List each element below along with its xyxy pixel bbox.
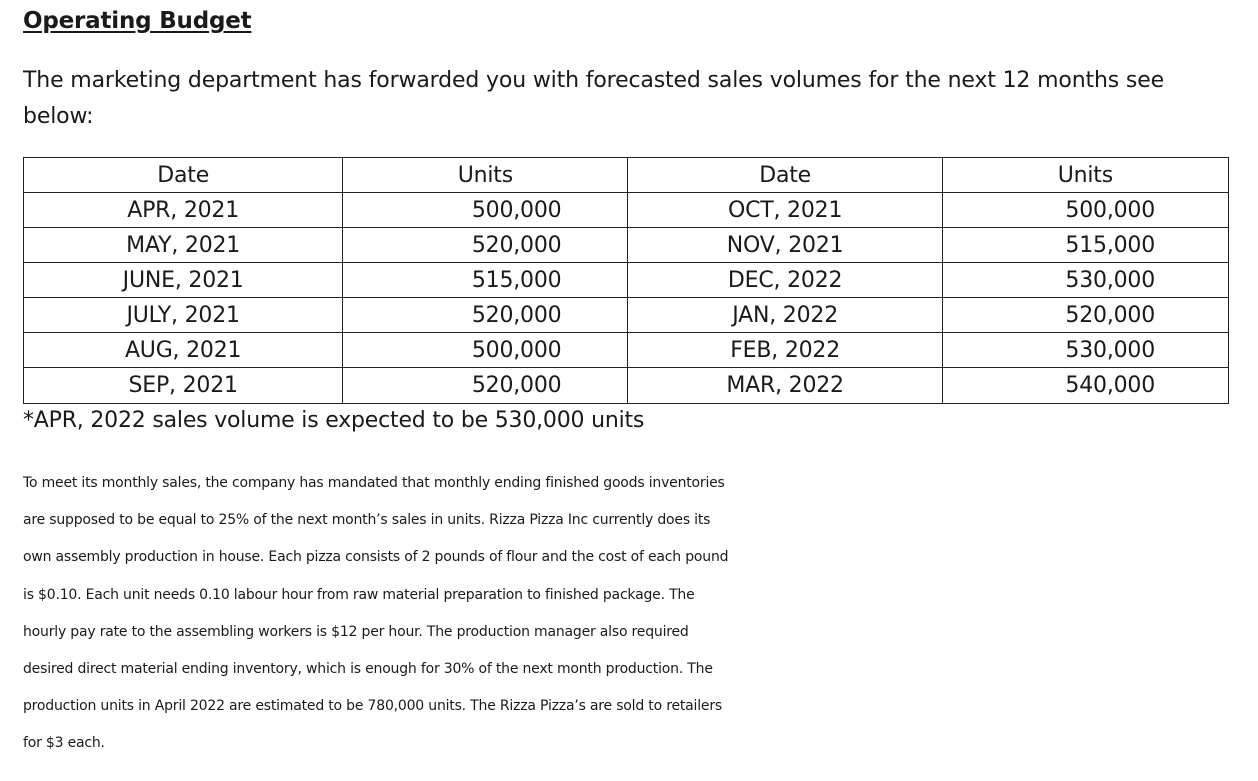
date-cell: AUG, 2021 — [24, 333, 343, 368]
units-cell: 530,000 — [942, 263, 1228, 298]
paragraph-line: is $0.10. Each unit needs 0.10 labour hour from raw material preparation to finished package. The — [23, 586, 695, 603]
column-header-units: Units — [343, 158, 628, 193]
date-cell: JULY, 2021 — [24, 298, 343, 333]
units-cell: 540,000 — [942, 368, 1228, 404]
date-cell: JUNE, 2021 — [24, 263, 343, 298]
table-header-row — [24, 158, 1229, 193]
units-cell: 520,000 — [343, 228, 628, 263]
table-row — [24, 193, 1229, 228]
date-cell: MAR, 2022 — [628, 368, 942, 404]
paragraph-line: own assembly production in house. Each pizza consists of 2 pounds of flour and the cost of each pound — [23, 549, 729, 566]
table-row — [24, 368, 1229, 404]
column-header-date: Date — [628, 158, 942, 193]
units-cell: 520,000 — [343, 298, 628, 333]
date-cell: OCT, 2021 — [628, 193, 942, 228]
units-cell: 520,000 — [942, 298, 1228, 333]
page-title: Operating Budget — [23, 8, 252, 34]
units-cell: 500,000 — [343, 193, 628, 228]
column-header-units: Units — [942, 158, 1228, 193]
paragraph-line: To meet its monthly sales, the company has mandated that monthly ending finished goods inventories — [23, 475, 725, 491]
table-row — [24, 333, 1229, 368]
table-row — [24, 228, 1229, 263]
footnote: *APR, 2022 sales volume is expected to be 530,000 units — [23, 408, 645, 433]
date-cell: SEP, 2021 — [24, 368, 343, 404]
paragraph-line: desired direct material ending inventory, which is enough for 30% of the next month production. The — [23, 661, 713, 678]
paragraph-line: are supposed to be equal to 25% of the next month’s sales in units. Rizza Pizza Inc currently does its — [23, 512, 711, 529]
column-header-date: Date — [24, 158, 343, 193]
intro-paragraph — [23, 63, 1233, 135]
units-cell: 500,000 — [942, 193, 1228, 228]
intro-line: below: — [23, 104, 94, 129]
paragraph-line: production units in April 2022 are estimated to be 780,000 units. The Rizza Pizza’s are sold to retailers — [23, 698, 722, 715]
date-cell: NOV, 2021 — [628, 228, 942, 263]
body-paragraph — [23, 465, 1238, 763]
table-row — [24, 263, 1229, 298]
paragraph-line: for $3 each. — [23, 735, 105, 752]
date-cell: FEB, 2022 — [628, 333, 942, 368]
units-cell: 530,000 — [942, 333, 1228, 368]
date-cell: DEC, 2022 — [628, 263, 942, 298]
table-row — [24, 298, 1229, 333]
date-cell: JAN, 2022 — [628, 298, 942, 333]
date-cell: MAY, 2021 — [24, 228, 343, 263]
units-cell: 520,000 — [343, 368, 628, 404]
paragraph-line: hourly pay rate to the assembling workers is $12 per hour. The production manager also required — [23, 623, 689, 640]
date-cell: APR, 2021 — [24, 193, 343, 228]
units-cell: 515,000 — [343, 263, 628, 298]
intro-line: The marketing department has forwarded you with forecasted sales volumes for the next 12 months see — [23, 68, 1165, 93]
units-cell: 500,000 — [343, 333, 628, 368]
units-cell: 515,000 — [942, 228, 1228, 263]
sales-forecast-table — [23, 157, 1229, 404]
